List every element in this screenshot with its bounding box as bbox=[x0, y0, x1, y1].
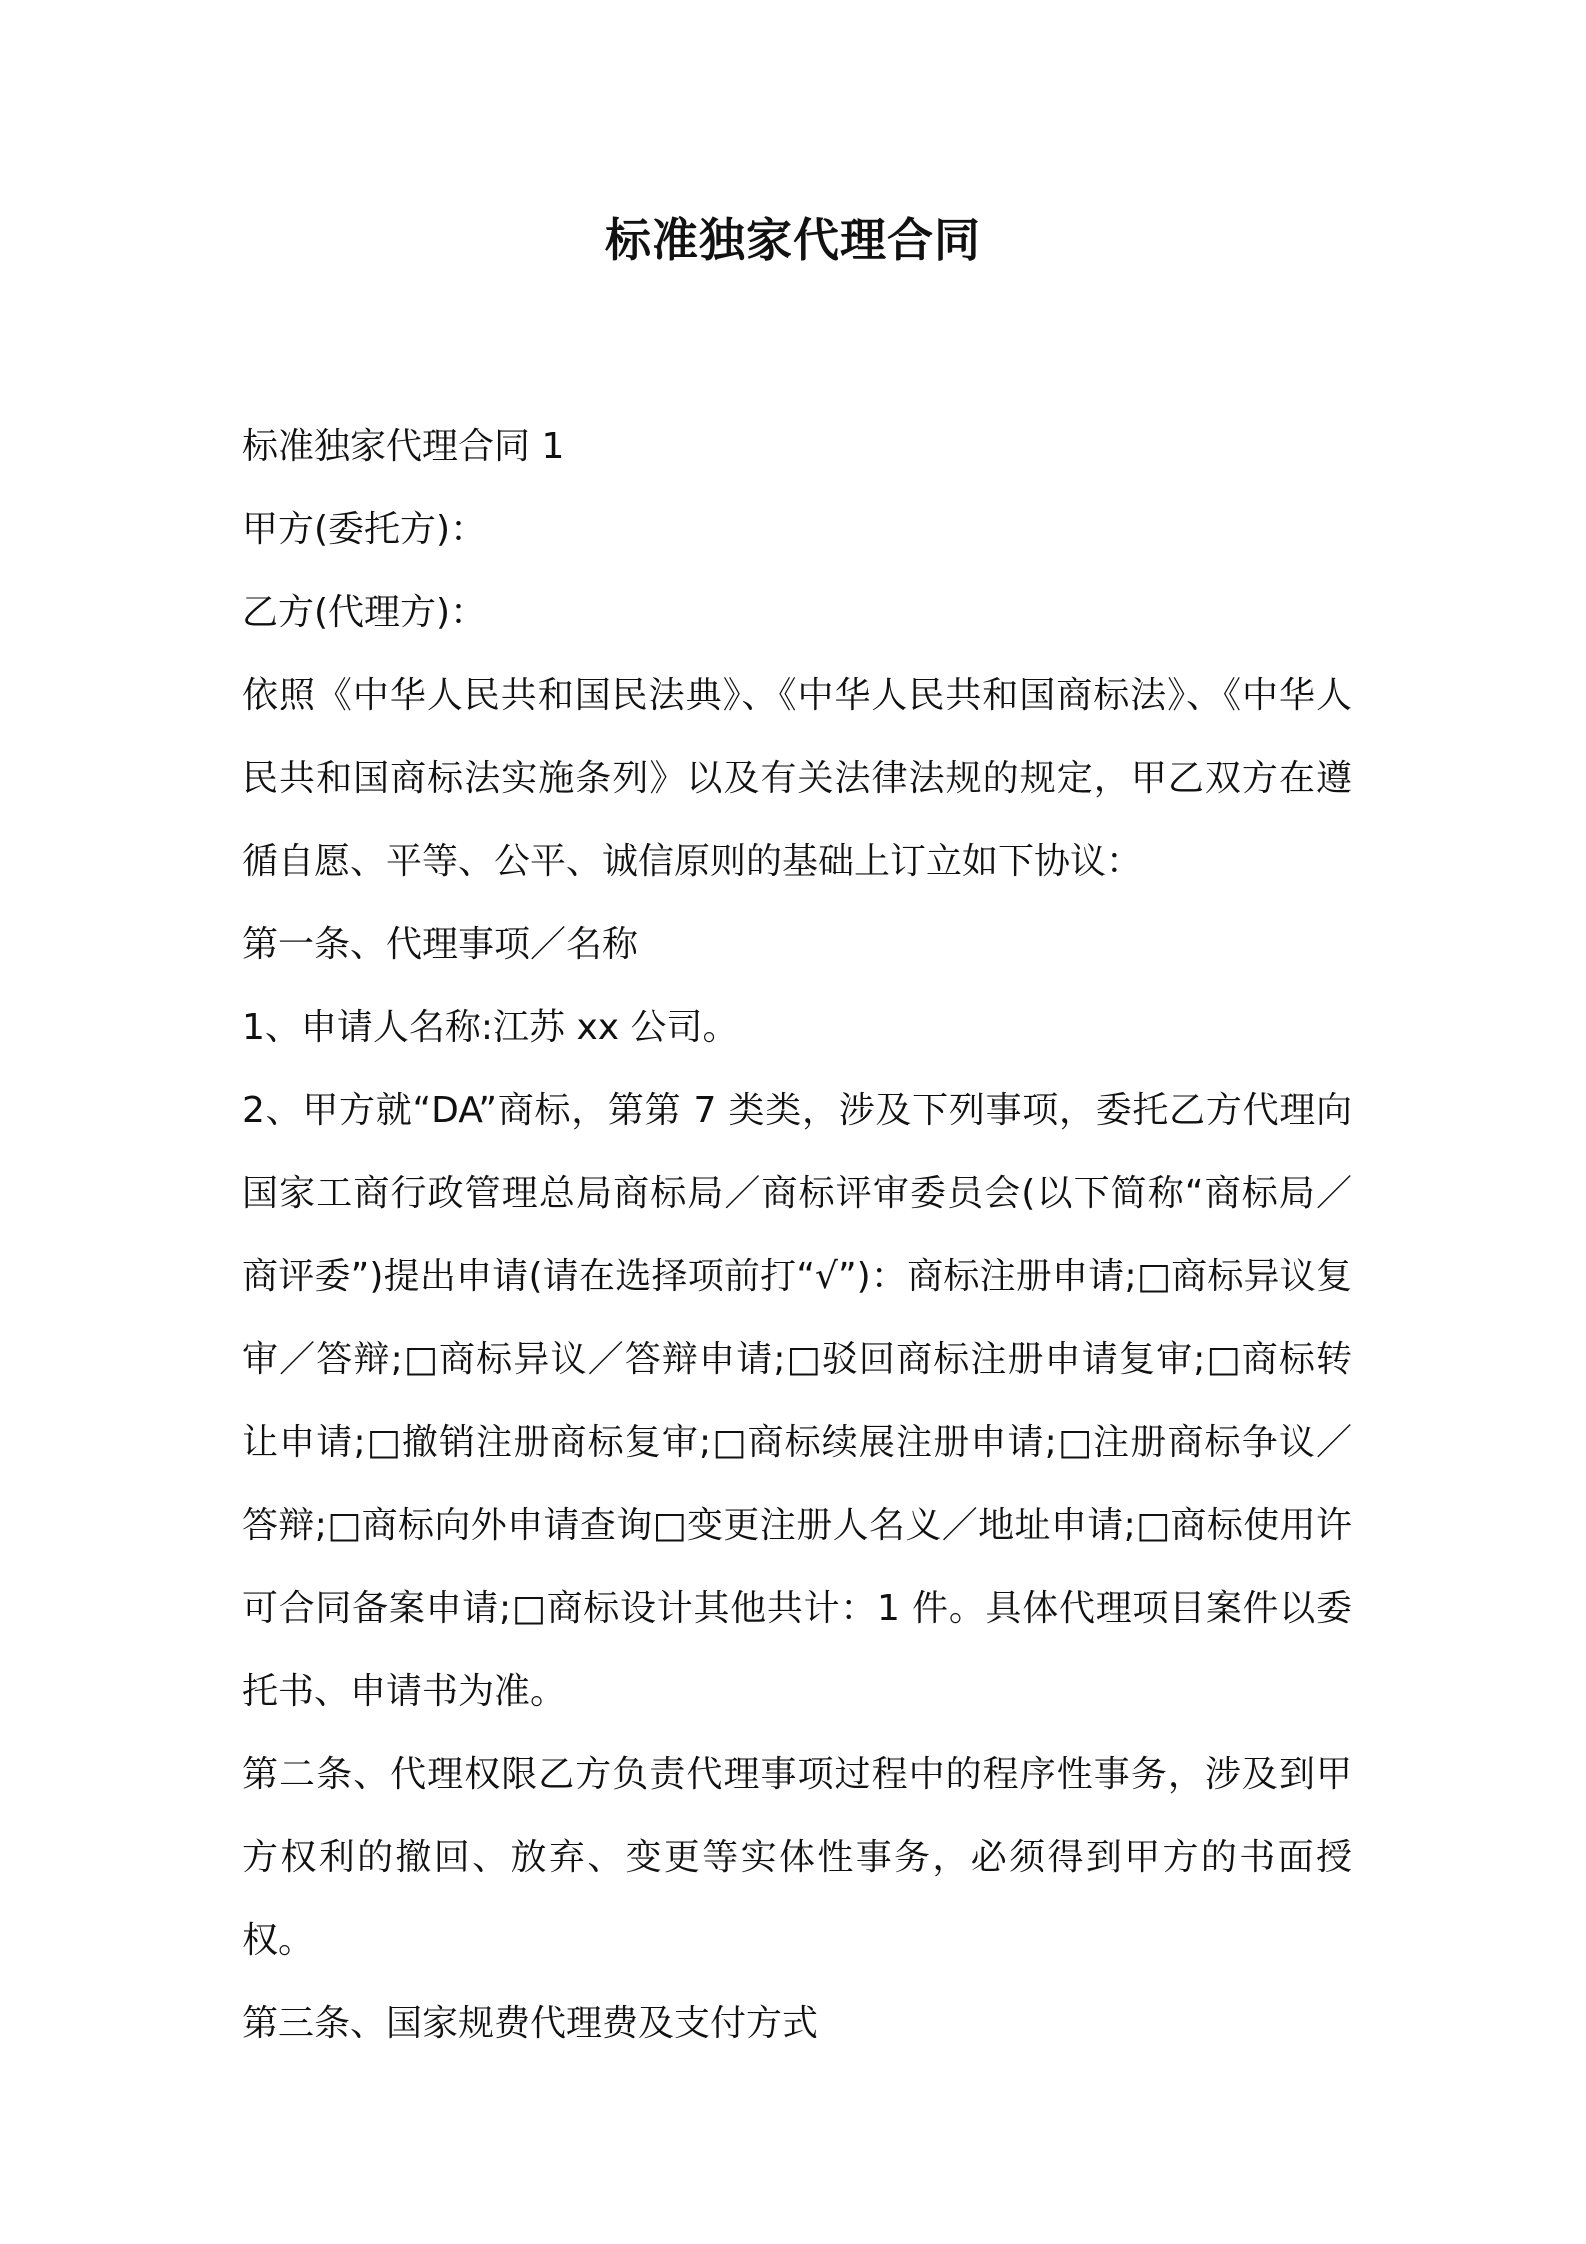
paragraph-article-1-title: 第一条、代理事项／名称 bbox=[242, 924, 639, 965]
paragraph-agency-matters: 2、甲方就“DA”商标，第第 7 类类，涉及下列事项，委托乙方代理向国家工商行政管理总局商标局／商标评审委员会(以下简称“商标局／商评委”)提出申请(请在选择项前打“√”)：商标注册申请;□商标异议复审／答辩;□商标异议／答辩申请;□驳回商标注册申请复审;□商标转让申请;□撤销注册商标复审;□商标续展注册申请;□注册商标争议／答辩;□商标向外申请查询□变更注册人名义／地址申请;□商标使用许可合同备案申请;□商标设计其他共计：1 件。具体代理项目案件以委托书、申请书为准。 bbox=[242, 1090, 1352, 1712]
paragraph-article-3-title: 第三条、国家规费代理费及支付方式 bbox=[242, 2003, 819, 2044]
paragraph-legal-basis: 依照《中华人民共和国民法典》、《中华人民共和国商标法》、《中华人民共和国商标法实施条列》以及有关法律法规的规定，甲乙双方在遵循自愿、平等、公平、诚信原则的基础上订立如下协议： bbox=[242, 675, 1352, 882]
paragraph-party-a: 甲方(委托方)： bbox=[242, 509, 487, 550]
paragraph-party-b: 乙方(代理方)： bbox=[242, 592, 487, 633]
paragraph-heading: 标准独家代理合同 1 bbox=[242, 426, 565, 467]
paragraph-applicant-name: 1、申请人名称:江苏 xx 公司。 bbox=[242, 1007, 739, 1048]
document-title: 标准独家代理合同 bbox=[605, 213, 981, 267]
paragraph-article-2: 第二条、代理权限乙方负责代理事项过程中的程序性事务，涉及到甲方权利的撤回、放弃、变更等实体性事务，必须得到甲方的书面授权。 bbox=[242, 1754, 1352, 1961]
document-body bbox=[242, 405, 1352, 2065]
